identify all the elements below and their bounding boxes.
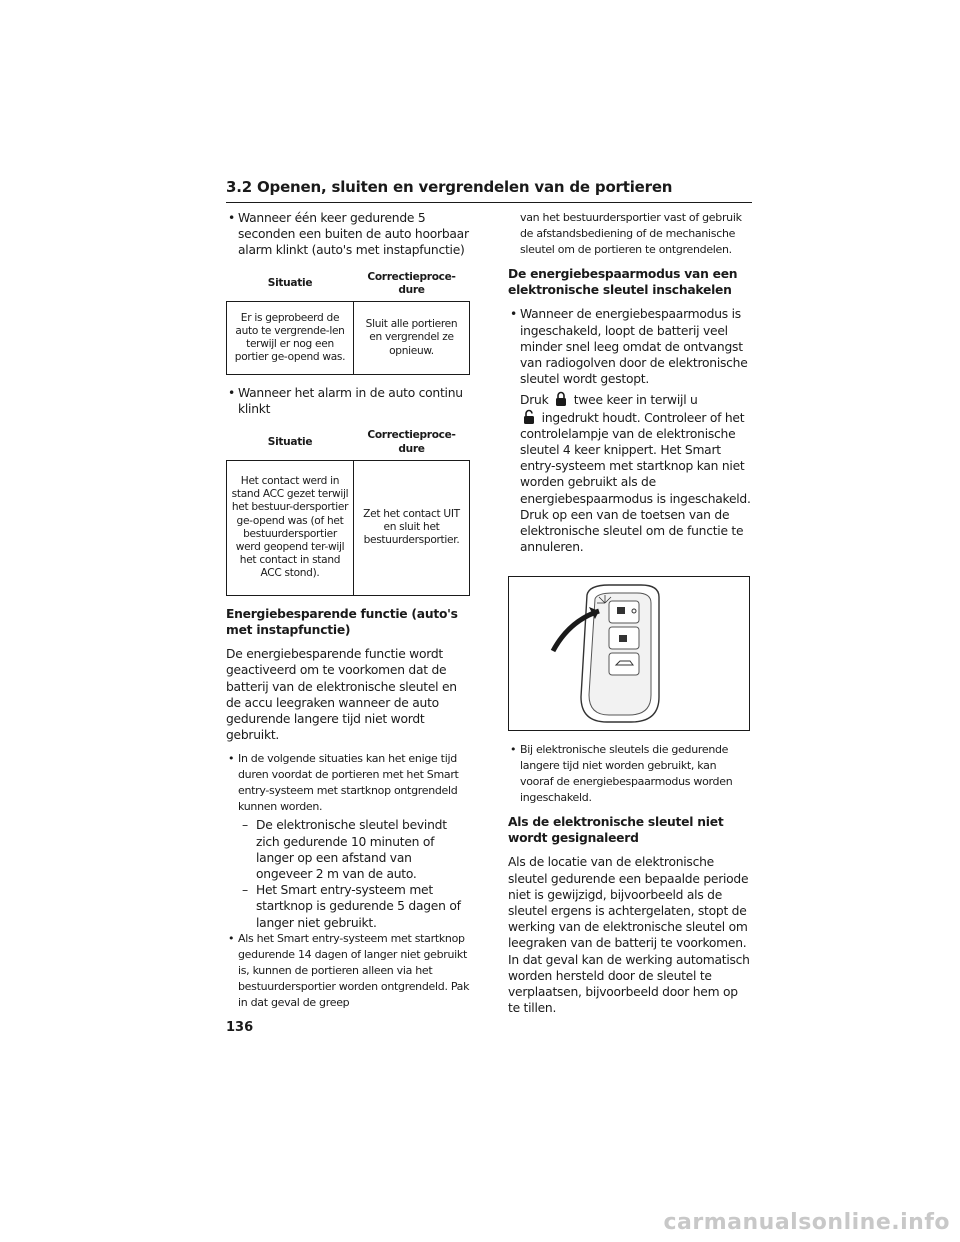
note-delay: • In de volgende situaties kan het enige tijd duren voordat de portieren met het Smart entry-systeem met startknop ontgrendeld kunnen worden.: [226, 751, 470, 815]
bullet-alarm-continuous: • Wanneer het alarm in de auto continu klinkt: [226, 385, 470, 417]
table-cell-situation: Er is geprobeerd de auto te vergrende-len terwijl er nog een portier ge-opend was.: [227, 302, 354, 375]
unlock-icon: [520, 409, 538, 425]
table-situation-2: [226, 425, 470, 595]
paragraph-press-instruction: Druk twee keer in terwijl u ingedrukt houdt. Controleer of het controlelampje van de elektronische sleutel 4 keer knippert. Het Smart entry-systeem met startknop kan niet worden gebruikt als de energiebespaarmodus is ingeschakeld. Druk op een van de toetsen van de elektronische sleutel om de functie te annuleren.: [520, 393, 751, 555]
table-header-situation: Situatie: [227, 267, 354, 302]
table-cell-correction: Sluit alle portieren en vergrendel ze opnieuw.: [354, 302, 470, 375]
bullet-battery-save: • Wanneer de energiebespaarmodus is ingeschakeld, loopt de batterij veel minder snel leeg omdat de ontvangst van radiogolven door de elektronische sleutel wordt gestopt.: [508, 306, 752, 387]
lock-icon: [552, 391, 570, 407]
note-14-days: • Als het Smart entry-systeem met startknop gedurende 14 dagen of langer niet gebruikt is, kunnen de portieren alleen via het bestuurdersportier worden ontgrendeld. Pak in dat geval de greep: [226, 931, 470, 1011]
table-header-situation: Situatie: [227, 425, 354, 460]
table-header-correction: Correctieproce-dure: [354, 267, 470, 302]
note-long-unused: • Bij elektronische sleutels die gedurende langere tijd niet worden gebruikt, kan vooraf de energiebespaarmodus worden ingeschakeld.: [508, 742, 752, 806]
right-column: [508, 210, 752, 563]
heading-battery-save-mode: De energiebespaarmodus van een elektronische sleutel inschakelen: [508, 267, 738, 298]
table-cell-situation: Het contact werd in stand ACC gezet terwijl het bestuur-dersportier ge-opend was (of het bestuurdersportier werd geopend ter-wijl het contact in stand ACC stond).: [227, 460, 354, 595]
paragraph-energy-saving: De energiebesparende functie wordt geactiveerd om te voorkomen dat de batterij van de elektronische sleutel en de accu leegraken wanneer de auto gedurende langere tijd niet wordt gebruikt.: [226, 647, 457, 743]
heading-energy-saving: Energiebesparende functie (auto's met instapfunctie): [226, 606, 458, 638]
left-column: [226, 210, 470, 1019]
key-fob-illustration: [508, 576, 750, 731]
bullet-alarm-once: • Wanneer één keer gedurende 5 seconden een buiten de auto hoorbaar alarm klinkt (auto's met instapfunctie): [226, 210, 470, 259]
table-cell-correction: Zet het contact UIT en sluit het bestuurdersportier.: [354, 460, 470, 595]
continued-text: van het bestuurdersportier vast of gebruik de afstandsbediening of de mechanische sleutel om de portieren te ontgrendelen.: [520, 211, 742, 256]
dash-item-distance: – De elektronische sleutel bevindt zich gedurende 10 minuten of langer op een afstand van ongeveer 2 m van de auto.: [242, 818, 447, 882]
table-situation-1: [226, 267, 470, 375]
paragraph-key-not-detected: Als de locatie van de elektronische sleutel gedurende een bepaalde periode niet is gewijzigd, bijvoorbeeld als de sleutel ergens is achtergelaten, stopt de werking van de elektronische sleutel om leegraken van de batterij te voorkomen. In dat geval kan de werking automatisch worden hersteld door de sleutel te verplaatsen, bijvoorbeeld door hem op te tillen.: [508, 855, 750, 1016]
page-number: 136: [226, 1020, 254, 1035]
dash-item-days: – Het Smart entry-systeem met startknop is gedurende 5 dagen of langer niet gebruikt.: [242, 883, 461, 930]
section-title: 3.2 Openen, sluiten en vergrendelen van de portieren: [226, 178, 752, 203]
watermark: carmanualsonline.info: [663, 1210, 950, 1235]
right-column-lower: [508, 742, 752, 1024]
table-header-correction: Correctieproce-dure: [354, 425, 470, 460]
heading-key-not-detected: Als de elektronische sleutel niet wordt gesignaleerd: [508, 815, 724, 846]
